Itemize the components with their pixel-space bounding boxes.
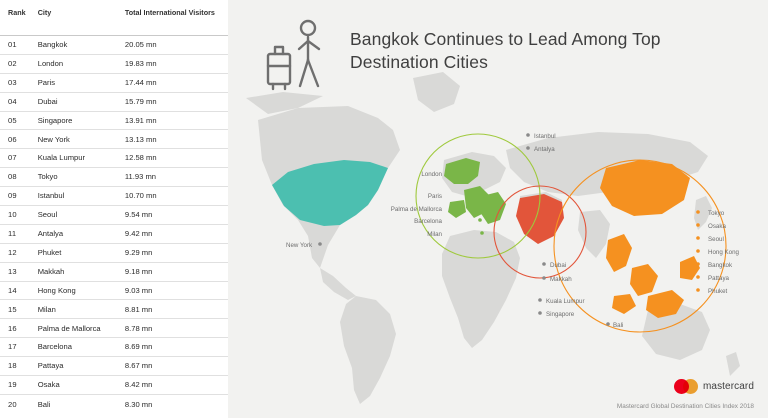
- column-header-visitors: Total International Visitors: [124, 8, 215, 17]
- cell-rank: 13: [8, 266, 17, 276]
- map-label: Milan: [427, 231, 442, 238]
- cell-visitors: 20.05 mn: [124, 40, 157, 50]
- map-label: Phuket: [708, 288, 728, 295]
- column-header-rank: Rank: [8, 8, 26, 17]
- cell-rank: 15: [8, 304, 17, 314]
- map-label: Antalya: [534, 146, 555, 153]
- cell-rank: 09: [8, 191, 17, 201]
- cell-visitors: 9.54 mn: [124, 210, 153, 220]
- highlight-asia: [600, 160, 700, 318]
- cell-city: Bali: [37, 399, 51, 409]
- cell-city: Singapore: [37, 115, 73, 125]
- map-label: New York: [286, 242, 313, 249]
- cell-city: London: [37, 59, 64, 69]
- cell-rank: 20: [8, 399, 17, 409]
- cell-visitors: 8.81 mn: [124, 304, 153, 314]
- cell-visitors: 8.30 mn: [124, 399, 153, 409]
- cell-city: Makkah: [37, 266, 65, 276]
- cell-visitors: 12.58 mn: [124, 153, 157, 163]
- table-row: [0, 206, 228, 225]
- cell-rank: 02: [8, 59, 17, 69]
- cell-rank: 01: [8, 40, 17, 50]
- map-label: Paris: [427, 193, 442, 200]
- cell-visitors: 9.18 mn: [124, 266, 153, 276]
- cell-city: Antalya: [37, 229, 64, 239]
- table-row: [0, 112, 228, 131]
- table-body: [0, 36, 228, 414]
- table-row: [0, 395, 228, 414]
- table-row: [0, 300, 228, 319]
- cell-visitors: 9.03 mn: [124, 285, 153, 295]
- cell-visitors: 8.69 mn: [124, 342, 153, 352]
- map-label: Palma de Mallorca: [390, 206, 442, 213]
- table-row: [0, 357, 228, 376]
- cell-city: Dubai: [37, 96, 58, 106]
- map-label: Barcelona: [414, 218, 442, 225]
- cell-visitors: 10.70 mn: [124, 191, 157, 201]
- cell-visitors: 9.42 mn: [124, 229, 153, 239]
- cell-city: Milan: [37, 304, 56, 314]
- map-label: Singapore: [546, 311, 575, 318]
- table-row: [0, 93, 228, 112]
- world-map: [228, 0, 768, 418]
- table-header-row: [0, 0, 228, 36]
- ranking-table: [0, 0, 228, 418]
- table-row: [0, 149, 228, 168]
- cell-city: Istanbul: [37, 191, 65, 201]
- mastercard-wordmark: mastercard: [702, 381, 754, 392]
- table-row: [0, 282, 228, 301]
- map-label: Pattaya: [708, 275, 729, 282]
- map-label: Tokyo: [708, 210, 725, 217]
- table-row: [0, 244, 228, 263]
- cell-city: New York: [37, 134, 70, 144]
- cell-city: Bangkok: [37, 40, 68, 50]
- cell-visitors: 11.93 mn: [124, 172, 156, 182]
- map-label: Makkah: [550, 276, 572, 283]
- column-header-city: City: [37, 8, 52, 17]
- map-label: Seoul: [708, 236, 724, 243]
- cell-city: Hong Kong: [37, 285, 76, 295]
- cell-visitors: 9.29 mn: [124, 247, 153, 257]
- mastercard-logo: [674, 379, 754, 394]
- cell-visitors: 8.67 mn: [124, 361, 153, 371]
- cell-visitors: 13.13 mn: [124, 134, 157, 144]
- cell-visitors: 15.79 mn: [124, 96, 157, 106]
- table-row: [0, 225, 228, 244]
- cell-rank: 04: [8, 96, 17, 106]
- map-label: Hong Kong: [708, 249, 739, 256]
- table-row: [0, 338, 228, 357]
- map-label: Osaka: [708, 223, 726, 230]
- cell-visitors: 8.42 mn: [124, 380, 153, 390]
- cell-city: Paris: [37, 77, 56, 87]
- map-landmasses-base: [246, 72, 740, 404]
- table-row: [0, 168, 228, 187]
- cell-rank: 10: [8, 210, 17, 220]
- table-row: [0, 319, 228, 338]
- cell-rank: 14: [8, 285, 17, 295]
- cell-city: Tokyo: [37, 172, 58, 182]
- cell-visitors: 13.91 mn: [124, 115, 157, 125]
- cell-rank: 06: [8, 134, 17, 144]
- cell-visitors: 19.83 mn: [124, 59, 157, 69]
- table-row: [0, 36, 228, 55]
- cell-city: Osaka: [37, 380, 60, 390]
- map-panel: [228, 0, 768, 418]
- cell-rank: 16: [8, 323, 17, 333]
- cell-rank: 17: [8, 342, 17, 352]
- cell-visitors: 8.78 mn: [124, 323, 153, 333]
- map-label: Bangkok: [708, 262, 733, 269]
- map-label: Dubai: [550, 262, 567, 269]
- cell-city: Seoul: [37, 210, 58, 220]
- map-label: Kuala Lumpur: [546, 298, 585, 305]
- cell-rank: 05: [8, 115, 17, 125]
- cell-rank: 08: [8, 172, 17, 182]
- cell-rank: 07: [8, 153, 17, 163]
- cell-city: Kuala Lumpur: [37, 153, 85, 163]
- cell-rank: 11: [8, 229, 17, 239]
- cell-rank: 12: [8, 247, 17, 257]
- table-row: [0, 187, 228, 206]
- map-label: London: [421, 171, 442, 178]
- table-row: [0, 263, 228, 282]
- table-row: [0, 130, 228, 149]
- table-row: [0, 55, 228, 74]
- cell-city: Barcelona: [37, 342, 72, 352]
- cell-rank: 18: [8, 361, 17, 371]
- cell-rank: 19: [8, 380, 17, 390]
- table-row: [0, 376, 228, 395]
- mastercard-circles-icon: [674, 379, 698, 394]
- cell-rank: 03: [8, 77, 17, 87]
- page-title: Bangkok Continues to Lead Among Top Destination Cities: [350, 29, 661, 73]
- cell-city: Phuket: [37, 247, 62, 257]
- map-label: Bali: [613, 322, 624, 329]
- source-footnote: Mastercard Global Destination Cities Index 2018: [616, 403, 754, 410]
- cell-city: Palma de Mallorca: [37, 323, 101, 333]
- cell-city: Pattaya: [37, 361, 64, 371]
- map-label: Istanbul: [534, 133, 556, 140]
- table-row: [0, 74, 228, 93]
- cell-visitors: 17.44 mn: [124, 77, 157, 87]
